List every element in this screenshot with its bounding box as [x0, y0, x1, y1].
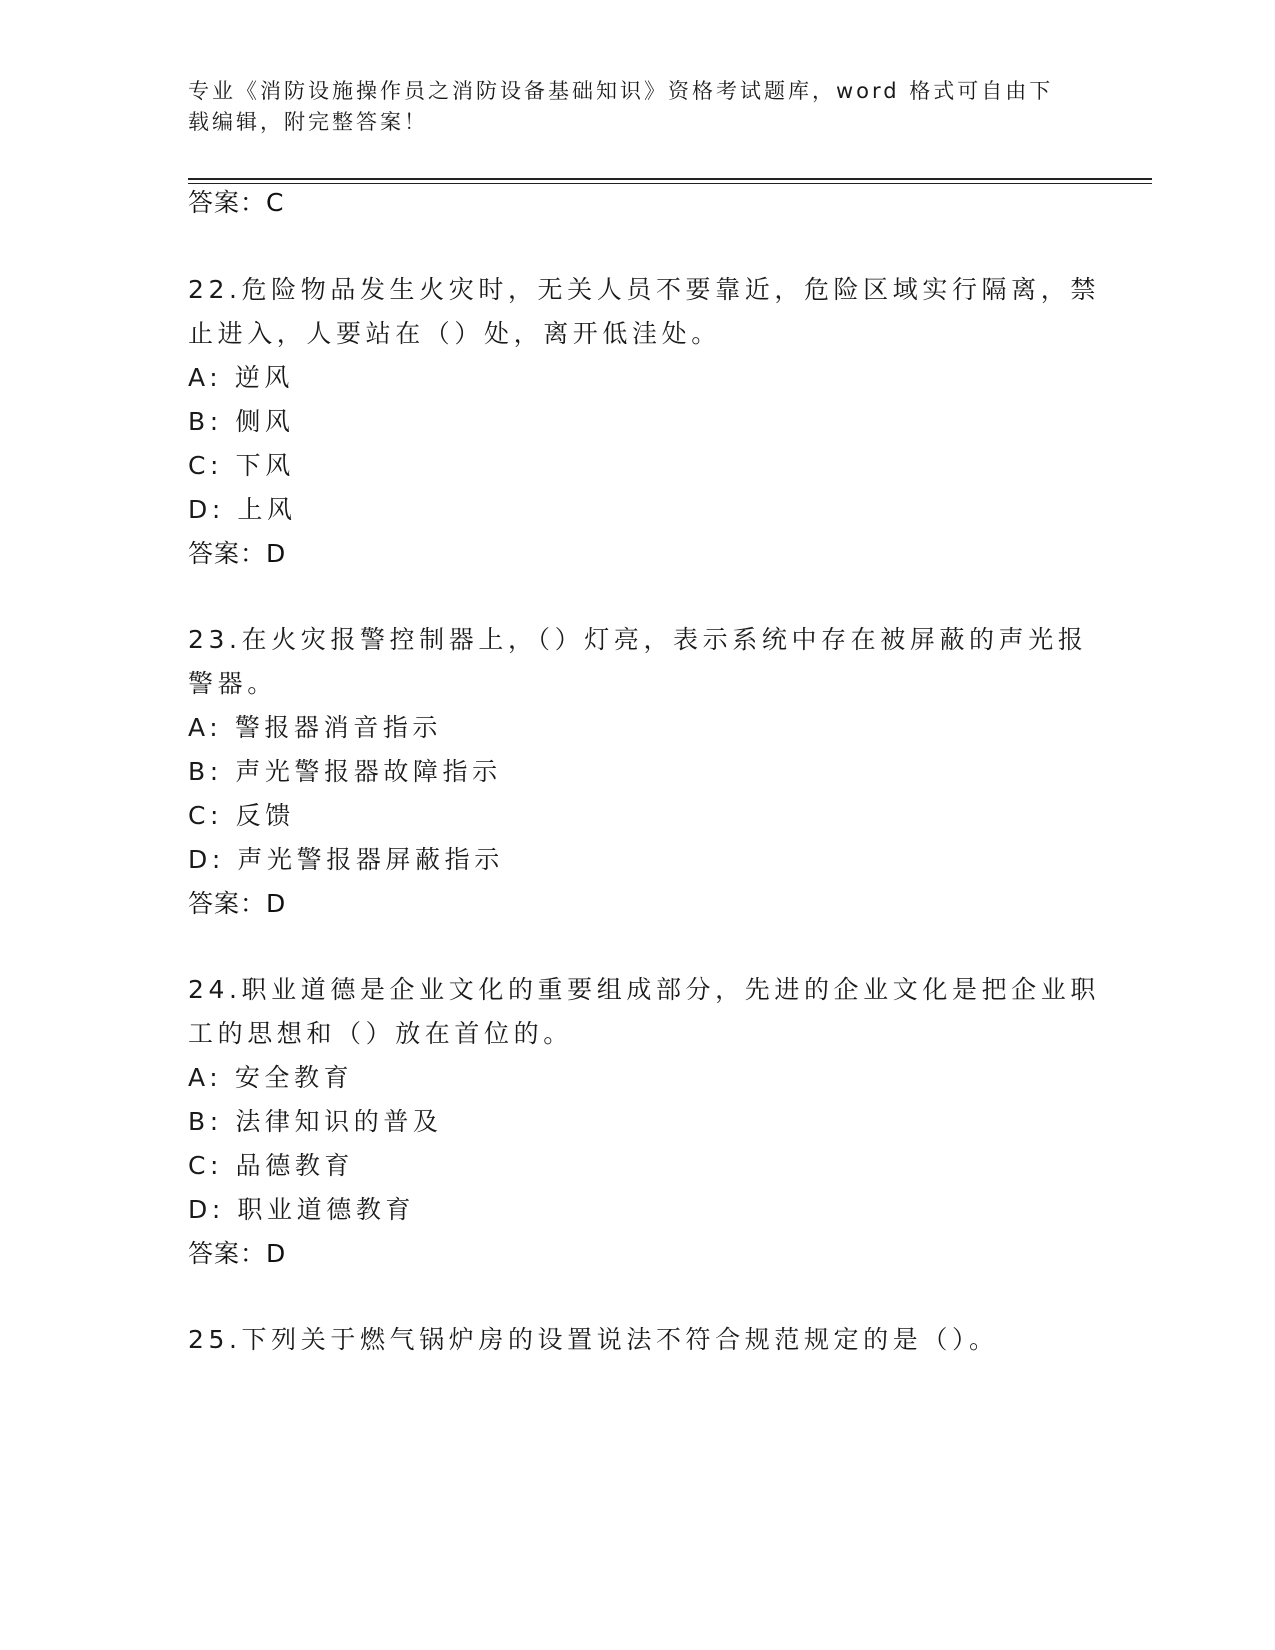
- question-22-option-a: A: 逆风: [188, 363, 295, 392]
- question-23-stem-line2: 警器。: [188, 669, 277, 698]
- question-23-option-d: D: 声光警报器屏蔽指示: [188, 845, 504, 874]
- question-23-option-a: A: 警报器消音指示: [188, 713, 443, 742]
- question-24-option-b: B: 法律知识的普及: [188, 1107, 443, 1136]
- question-22-option-b: B: 侧风: [188, 407, 295, 436]
- header-divider-thin: [188, 183, 1152, 184]
- question-24-option-d: D: 职业道德教育: [188, 1195, 416, 1224]
- question-23-option-b: B: 声光警报器故障指示: [188, 757, 502, 786]
- question-22-option-d: D: 上风: [188, 495, 297, 524]
- answer-23: 答案：D: [188, 889, 287, 918]
- document-header: 专业《消防设施操作员之消防设备基础知识》资格考试题库，word 格式可自由下载编辑，附完整答案！: [188, 79, 1054, 134]
- question-23-option-c: C: 反馈: [188, 801, 295, 830]
- answer-21: 答案：C: [188, 188, 285, 217]
- header-divider-thick: [188, 178, 1152, 180]
- question-24-option-a: A: 安全教育: [188, 1063, 354, 1092]
- question-24-option-c: C: 品德教育: [188, 1151, 355, 1180]
- question-22-stem-line2: 止进入，人要站在（）处，离开低洼处。: [188, 319, 721, 348]
- question-24-stem-line1: 24.职业道德是企业文化的重要组成部分，先进的企业文化是把企业职: [188, 975, 1100, 1004]
- answer-24: 答案：D: [188, 1239, 287, 1268]
- answer-22: 答案：D: [188, 539, 287, 568]
- question-22-stem-line1: 22.危险物品发生火灾时，无关人员不要靠近，危险区域实行隔离，禁: [188, 275, 1100, 304]
- question-22-option-c: C: 下风: [188, 451, 295, 480]
- question-25-stem-line1: 25.下列关于燃气锅炉房的设置说法不符合规范规定的是（）。: [188, 1325, 999, 1354]
- question-23-stem-line1: 23.在火灾报警控制器上，（）灯亮，表示系统中存在被屏蔽的声光报: [188, 625, 1088, 654]
- question-24-stem-line2: 工的思想和（）放在首位的。: [188, 1019, 573, 1048]
